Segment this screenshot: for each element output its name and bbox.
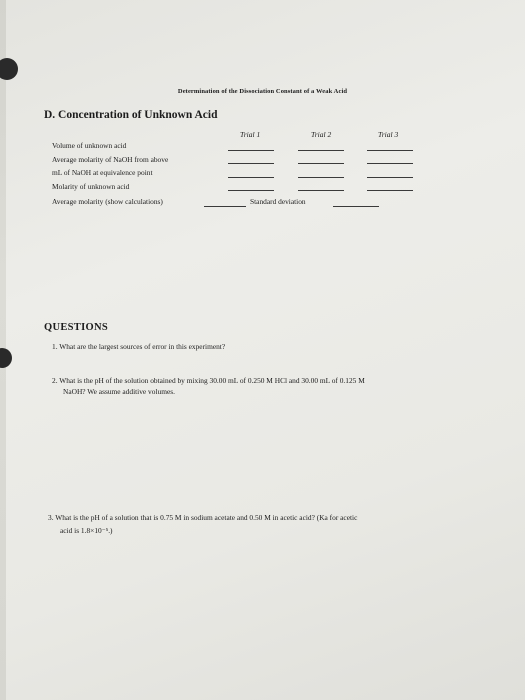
trial-3-header: Trial 3 (378, 130, 399, 139)
blank-molarity-trial2[interactable] (298, 190, 344, 191)
trial-2-header: Trial 2 (311, 130, 332, 139)
question-2-line-1: 2. What is the pH of the solution obtained by mixing 30.00 mL of 0.250 M HCl and 30.00 mL of 0.125 M (52, 376, 365, 385)
row-ml-naoh: mL of NaOH at equivalence point (52, 168, 153, 177)
row-molarity-acid: Molarity of unknown acid (52, 182, 130, 191)
blank-molarity-trial1[interactable] (228, 190, 274, 191)
blank-ml-trial3[interactable] (367, 177, 413, 178)
blank-volume-trial1[interactable] (228, 150, 274, 151)
section-d-heading: D. Concentration of Unknown Acid (44, 109, 218, 121)
question-1: 1. What are the largest sources of error in this experiment? (52, 342, 226, 351)
question-3-line-2: acid is 1.8×10⁻⁵.) (60, 526, 113, 535)
question-3-line-1: 3. What is the pH of a solution that is 0.75 M in sodium acetate and 0.50 M in acetic acid? (Ka for acetic (48, 513, 358, 522)
blank-ml-trial1[interactable] (228, 177, 274, 178)
blank-average-molarity[interactable] (204, 206, 246, 207)
blank-molarity-trial3[interactable] (367, 190, 413, 191)
blank-naoh-trial3[interactable] (367, 163, 413, 164)
row-avg-naoh: Average molarity of NaOH from above (52, 155, 169, 164)
question-2-line-2: NaOH? We assume additive volumes. (63, 387, 175, 396)
blank-volume-trial3[interactable] (367, 150, 413, 151)
blank-std-deviation[interactable] (333, 206, 379, 207)
trial-1-header: Trial 1 (240, 130, 261, 139)
page-title: Determination of the Dissociation Constant of a Weak Acid (177, 88, 348, 95)
blank-naoh-trial1[interactable] (228, 163, 274, 164)
blank-ml-trial2[interactable] (298, 177, 344, 178)
row-volume-acid: Volume of unknown acid (52, 141, 127, 150)
binder-hole-middle (0, 348, 12, 368)
std-deviation-label: Standard deviation (250, 197, 306, 206)
binder-hole-top (0, 58, 18, 80)
blank-volume-trial2[interactable] (298, 150, 344, 151)
blank-naoh-trial2[interactable] (298, 163, 344, 164)
row-average-molarity: Average molarity (show calculations) (52, 197, 163, 206)
questions-heading: QUESTIONS (44, 322, 108, 333)
